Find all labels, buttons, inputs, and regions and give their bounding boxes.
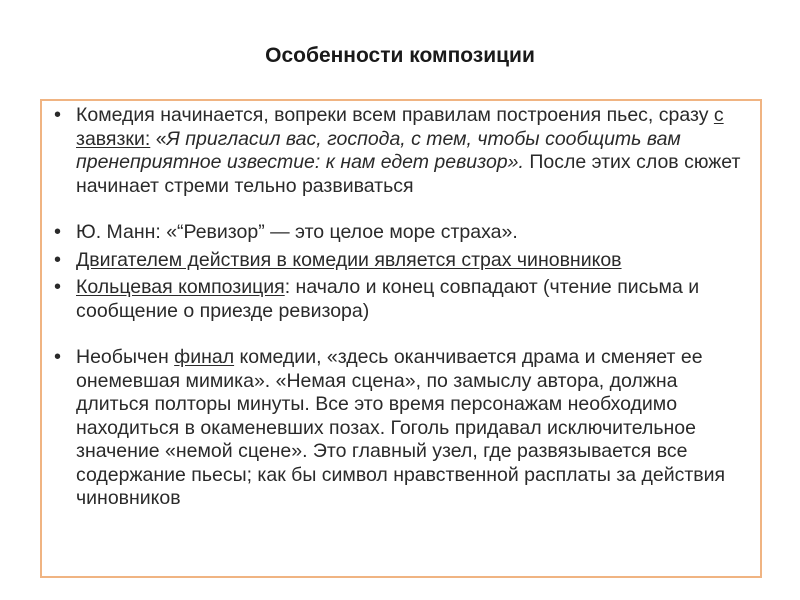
bullet-text: Ю. Манн: «“Ревизор” — это целое море страха». [76, 221, 518, 243]
bullet-text: Комедия начинается, вопреки всем правилам построения пьес, сразу [76, 104, 714, 126]
slide-title: Особенности композиции [265, 44, 535, 67]
bullet-text: : начало и конец совпадают (чтение письма и сообщение о приезде ревизора) [76, 276, 700, 322]
bullet-item-finale [46, 346, 746, 511]
underlined-term: Кольцевая композиция [76, 276, 285, 298]
bullet-text: После этих слов сюжет начинает стреми тельно развиваться [76, 151, 741, 197]
bullet-item-fear-driver [46, 249, 746, 273]
italic-quote: Я пригласил вас, господа, с тем, чтобы сообщить вам пренеприятное известие: к нам едет ревизор». [76, 127, 681, 173]
bullet-text: Необычен [76, 346, 175, 368]
bullet-item-mann-quote [46, 221, 746, 245]
underlined-term: Двигателем действия в комедии является страх чиновников [76, 248, 622, 271]
bullet-item-start-with-exposition [46, 104, 746, 198]
underlined-term: с завязки: [76, 104, 724, 150]
bullet-text: « [150, 127, 167, 150]
bullet-item-ring-composition [46, 276, 746, 323]
bullet-text: комедии, «здесь оканчивается драма и сменяет ее онемевшая мимика». «Немая сцена», по замыслу автора, должна длиться полторы минуты. Все это время персонажам необходимо находиться в окаменевших позах. Гоголь придавал исключительное значение «немой сцене». Это главный узел, где развязывается все содержание пьесы; как бы символ нравственной расплаты за действия чиновников [76, 346, 726, 509]
bullet-list [46, 104, 746, 600]
underlined-term: финал [174, 346, 235, 368]
